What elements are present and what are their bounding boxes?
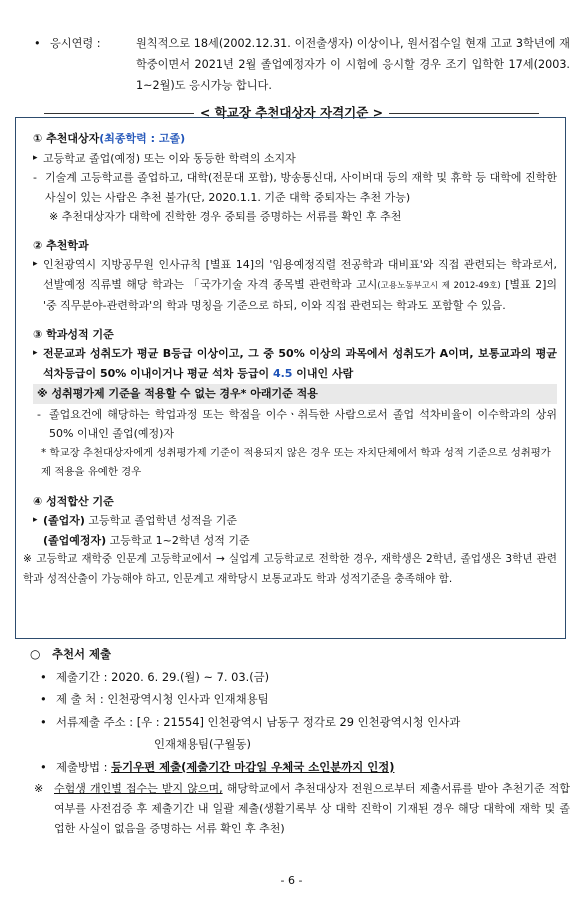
bullet: • <box>40 692 47 706</box>
title-left-rule <box>44 113 194 114</box>
sec2-p1-small: (고용노동부고시 제 2012-49호) <box>377 280 501 291</box>
bullet: • <box>34 37 41 50</box>
place-label: 제 출 처 : <box>56 692 104 706</box>
sec4-p2-bold: (졸업예정자) <box>43 533 107 547</box>
address-line2: 인재채용팀(구월동) <box>154 737 251 751</box>
triangle-icon: ▸ <box>33 259 38 269</box>
section-title-text: < 학교장 추천대상자 자격기준 > <box>199 105 384 120</box>
period-label: 제출기간 : <box>56 669 108 684</box>
triangle-icon: ▸ <box>33 515 38 525</box>
sec2-p1a: 인천광역시 지방공무원 인사규칙 [별표 14]의 '임용예정직렬 전공학과 대비표'와 직접 관련되는 학과로서, 선발예정 직류별 해당 학과는 「국가기술 자격 종목별 관련학과 고시 <box>43 258 557 291</box>
submit-heading <box>30 643 570 666</box>
sec4-p1-text: 고등학교 졸업학년 성적을 기준 <box>84 514 238 527</box>
sec1-dash <box>33 168 557 207</box>
sec1-p2: 기술계 고등학교를 졸업하고, 대학(전문대 포함), 방송통신대, 사이버대 등의 재학 및 휴학 등 대학에 진학한 사실이 있는 사람은 추천 불가(단, 2020.1.1. 기준 대학 중퇴자는 추천 가능) <box>45 171 557 204</box>
footnote-mark: ※ <box>34 782 44 795</box>
sec4-p2 <box>33 531 557 551</box>
submit-address <box>34 711 570 734</box>
triangle-icon: ▸ <box>33 348 38 358</box>
sec1-note: ※ 추천대상자가 대학에 진학한 경우 중퇴를 증명하는 서류를 확인 후 추천 <box>49 210 402 223</box>
sec3-heading: ③ 학과성적 기준 <box>33 327 114 341</box>
sec2-p1b: [별표 2]의 '중 직무분야-관련학과'의 학과 명칭을 기준으로 하되, 이와 직접 관련되는 학과도 포함할 수 있음. <box>43 277 558 312</box>
sec4-note: ※ 고등학교 재학중 인문계 고등학교에서 → 실업계 고등학교로 전학한 경우, 재학생은 2학년, 졸업생은 3학년 관련학과 성적산출이 가능해야 하고, 인문계고 재학당시 보통교과도 학과 성적기준을 충족해야 함. <box>23 553 557 585</box>
submit-heading-text: 추천서 제출 <box>52 647 111 661</box>
sec3-p2: 졸업요건에 해당하는 학업과정 또는 학점을 이수ㆍ취득한 사람으로서 졸업 석차비율이 이수학과의 상위 50% 이내인 졸업(예정)자 <box>49 407 557 440</box>
bullet: • <box>40 714 47 729</box>
sec1-heading-note: (최종학력 : 고졸) <box>99 132 186 145</box>
sec3-shaded-note: ※ 성취평가제 기준을 적용할 수 없는 경우* 아래기준 적용 <box>33 384 557 404</box>
bullet: • <box>40 669 47 684</box>
sec1-heading <box>33 129 557 149</box>
age-text: 원칙적으로 18세(2002.12.31. 이전출생자) 이상이나, 원서접수일 현재 고교 3학년에 재학중이면서 2021년 2월 졸업예정자가 이 시험에 응시할 경우 조기 입학한 17세(2003. 1~2월)도 응시가능 합니다. <box>136 37 570 92</box>
sec4-point <box>33 511 557 531</box>
sec4-p1 <box>43 511 557 531</box>
submit-place <box>34 688 570 711</box>
sec1-heading-text: ① 추천대상자 <box>33 132 100 145</box>
sec3-p1a: 전문교과 성취도가 평균 B등급 이상이고, 그 중 50% 이상의 과목에서 성취도가 A이며, 보통교과의 평균 석차등급이 50% 이내이거나 평균 석차 등급이 <box>43 347 557 380</box>
criteria-box <box>15 117 566 639</box>
address-label: 서류제출 주소 : <box>56 714 134 729</box>
footnote-underlined: 수험생 개인별 접수는 받지 않으며, <box>54 782 223 795</box>
sec2-p1 <box>43 255 557 316</box>
sec3-p1 <box>43 344 557 383</box>
dash-mark: - <box>33 171 37 184</box>
sec3-note: * 학교장 추천대상자에게 성취평가제 기준이 적용되지 않은 경우 또는 자치단체에서 학과 성적 기준으로 성취평가제 적용을 유예한 경우 <box>41 446 551 478</box>
footnote-text: 해당학교에서 추천대상자 전원으로부터 제출서류를 받아 추천기준 적합여부를 사전검증 후 제출기간 내 일괄 제출(생활기록부 상 대학 진학이 기재된 경우 해당 대학에 재학 및 졸업한 사실이 없음을 증명하는 서류 확인 후 추천) <box>54 782 570 835</box>
triangle-icon: ▸ <box>33 152 38 163</box>
submit-method <box>34 756 570 779</box>
sec4-p2-text: 고등학교 1~2학년 성적 기준 <box>106 533 250 547</box>
page-number: - 6 - <box>280 874 303 887</box>
sec1-point <box>33 149 557 169</box>
circle-icon: ○ <box>30 647 41 661</box>
age-requirement <box>34 33 570 96</box>
dash-mark: - <box>37 407 41 421</box>
period-value: 2020. 6. 29.(월) ~ 7. 03.(금) <box>111 669 270 684</box>
age-label: 응시연령 : <box>50 37 101 50</box>
sec2-point <box>33 255 557 316</box>
sec3-dash <box>33 405 557 444</box>
sec3-point <box>33 344 557 383</box>
sec4-heading: ④ 성적합산 기준 <box>33 494 114 508</box>
sec4-p1-bold: (졸업자) <box>43 514 85 527</box>
sec1-p1: 고등학교 졸업(예정) 또는 이와 동등한 학력의 소지자 <box>43 151 296 165</box>
bullet: • <box>40 759 47 774</box>
sec3-p1b: 이내인 사람 <box>292 366 354 380</box>
method-value: 등기우편 제출(제출기간 마감일 우체국 소인분까지 인정) <box>111 759 395 774</box>
method-label: 제출방법 : <box>56 759 108 774</box>
sec2-heading: ② 추천학과 <box>33 238 89 252</box>
submission-section <box>30 643 570 839</box>
submit-period <box>34 666 570 689</box>
place-value: 인천광역시청 인사과 인재채용팀 <box>107 692 269 706</box>
sec3-p1-num: 4.5 <box>272 366 293 380</box>
title-right-rule <box>389 113 539 114</box>
address-value: [우 : 21554] 인천광역시 남동구 정각로 29 인천광역시청 인사과 <box>136 714 461 729</box>
submit-footnote <box>34 779 570 839</box>
